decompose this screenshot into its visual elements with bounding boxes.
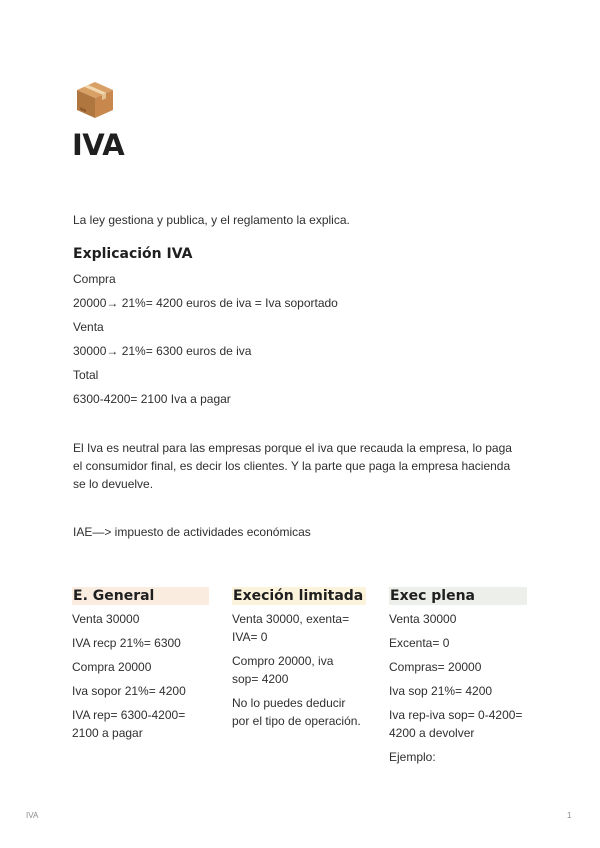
column-exencion-limitada: [232, 587, 366, 736]
intro-text: La ley gestiona y publica, y el reglamento la explica.: [73, 213, 350, 227]
column-item: Iva rep-iva sop= 0-4200= 4200 a devolver: [389, 708, 523, 740]
explicacion-line: 6300-4200= 2100 Iva a pagar: [73, 392, 231, 406]
column-item: Excenta= 0: [389, 636, 450, 650]
column-heading: Exec plena: [389, 587, 527, 605]
explicacion-line: 30000→ 21%= 6300 euros de iva: [73, 344, 252, 358]
page-number: 1: [567, 811, 572, 820]
column-item: Iva sop 21%= 4200: [389, 684, 493, 698]
column-exencion-plena: [389, 587, 527, 772]
column-heading: E. General: [72, 587, 209, 605]
column-item: No lo puedes deducir por el tipo de operación.: [232, 696, 361, 728]
column-item: IVA rep= 6300-4200= 2100 a pagar: [72, 708, 186, 740]
column-item: Compra 20000: [72, 660, 152, 674]
footer-title: IVA: [26, 811, 39, 820]
column-item: Iva sopor 21%= 4200: [72, 684, 186, 698]
explicacion-heading: Explicación IVA: [73, 246, 193, 262]
page-title: IVA: [72, 128, 125, 162]
package-icon: [73, 78, 117, 122]
column-item: Venta 30000: [72, 612, 140, 626]
column-item: Compro 20000, iva sop= 4200: [232, 654, 334, 686]
column-item: Ejemplo:: [389, 750, 436, 764]
iva-neutral-paragraph: El Iva es neutral para las empresas porque el iva que recauda la empresa, lo paga el consumidor final, es decir los clientes. Y la parte que paga la empresa hacienda se lo devuelve.: [73, 441, 512, 491]
explicacion-line: Compra: [73, 272, 116, 286]
column-item: Compras= 20000: [389, 660, 482, 674]
column-item: Venta 30000, exenta= IVA= 0: [232, 612, 350, 644]
column-heading: Execión limitada: [232, 587, 366, 605]
column-item: Venta 30000: [389, 612, 457, 626]
column-general: [72, 587, 209, 748]
iae-text: IAE—> impuesto de actividades económicas: [73, 525, 311, 539]
column-item: IVA recp 21%= 6300: [72, 636, 181, 650]
explicacion-line: Total: [73, 368, 99, 382]
explicacion-line: 20000→ 21%= 4200 euros de iva = Iva soportado: [73, 296, 338, 310]
explicacion-line: Venta: [73, 320, 104, 334]
